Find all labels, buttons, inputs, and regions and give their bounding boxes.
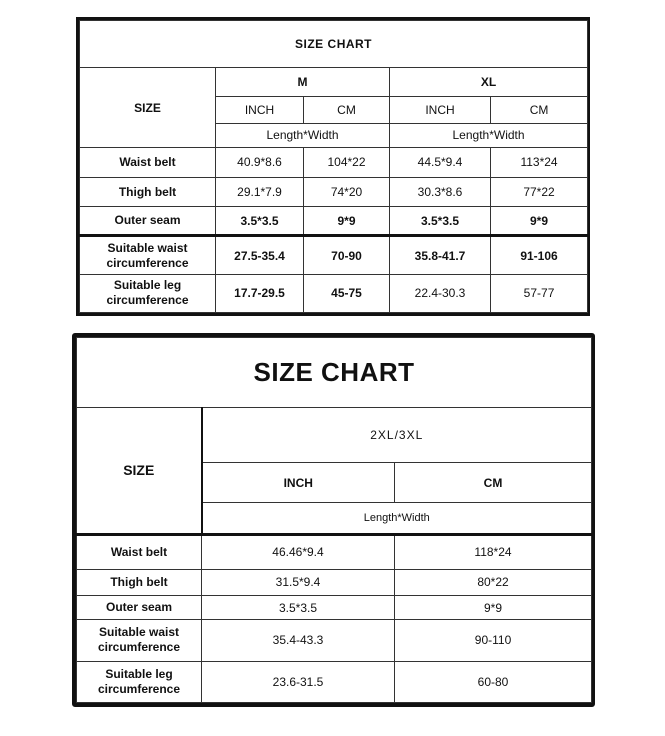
table-row [77,620,592,661]
table-cell: 113*24 [491,147,588,177]
table-row [77,534,592,569]
row-label: Thigh belt [80,178,216,207]
size-chart-m-xl [76,17,590,316]
table-cell: 27.5-35.4 [216,236,304,274]
row-label: Outer seam [80,207,216,236]
row-label: Suitable leg circumference [80,274,216,312]
unit-header: CM [395,463,592,503]
chart-title: SIZE CHART [80,21,588,68]
size-group-xl: XL [390,68,588,96]
table-cell: 9*9 [395,596,592,620]
table-row [80,236,588,274]
table-row [77,596,592,620]
size-group-m: M [216,68,390,96]
table-cell: 9*9 [491,207,588,236]
row-label: Suitable waist circumference [77,620,202,661]
chart-title: SIZE CHART [77,338,592,408]
table-cell: 57-77 [491,274,588,312]
row-label: Suitable waist circumference [80,236,216,274]
table-row [77,569,592,595]
table-cell: 40.9*8.6 [216,147,304,177]
table-cell: 23.6-31.5 [202,661,395,702]
size-group-2xl-3xl: 2XL/3XL [202,407,592,462]
table-cell: 17.7-29.5 [216,274,304,312]
unit-header: INCH [390,96,491,123]
measure-note: Length*Width [390,123,588,147]
size-table-2xl-3xl [76,337,592,703]
table-cell: 35.4-43.3 [202,620,395,661]
table-cell: 45-75 [304,274,390,312]
table-cell: 44.5*9.4 [390,147,491,177]
unit-header: CM [491,96,588,123]
table-cell: 118*24 [395,534,592,569]
table-row [80,207,588,236]
table-cell: 3.5*3.5 [216,207,304,236]
row-label: Thigh belt [77,569,202,595]
measure-note: Length*Width [202,503,592,534]
table-cell: 91-106 [491,236,588,274]
table-cell: 3.5*3.5 [390,207,491,236]
size-header: SIZE [80,68,216,148]
table-row [80,274,588,312]
table-row [77,661,592,702]
table-cell: 77*22 [491,178,588,207]
table-cell: 104*22 [304,147,390,177]
table-cell: 80*22 [395,569,592,595]
table-cell: 22.4-30.3 [390,274,491,312]
unit-header: INCH [216,96,304,123]
table-cell: 30.3*8.6 [390,178,491,207]
unit-header: INCH [202,463,395,503]
table-cell: 70-90 [304,236,390,274]
table-cell: 90-110 [395,620,592,661]
table-cell: 31.5*9.4 [202,569,395,595]
unit-header: CM [304,96,390,123]
row-label: Waist belt [77,534,202,569]
table-row [80,178,588,207]
size-chart-2xl-3xl [72,333,595,707]
row-label: Outer seam [77,596,202,620]
table-row [80,147,588,177]
table-cell: 3.5*3.5 [202,596,395,620]
table-cell: 29.1*7.9 [216,178,304,207]
table-cell: 35.8-41.7 [390,236,491,274]
size-header: SIZE [77,407,202,534]
table-cell: 74*20 [304,178,390,207]
table-cell: 9*9 [304,207,390,236]
row-label: Waist belt [80,147,216,177]
measure-note: Length*Width [216,123,390,147]
table-cell: 46.46*9.4 [202,534,395,569]
row-label: Suitable leg circumference [77,661,202,702]
table-cell: 60-80 [395,661,592,702]
size-table-m-xl [79,20,588,313]
